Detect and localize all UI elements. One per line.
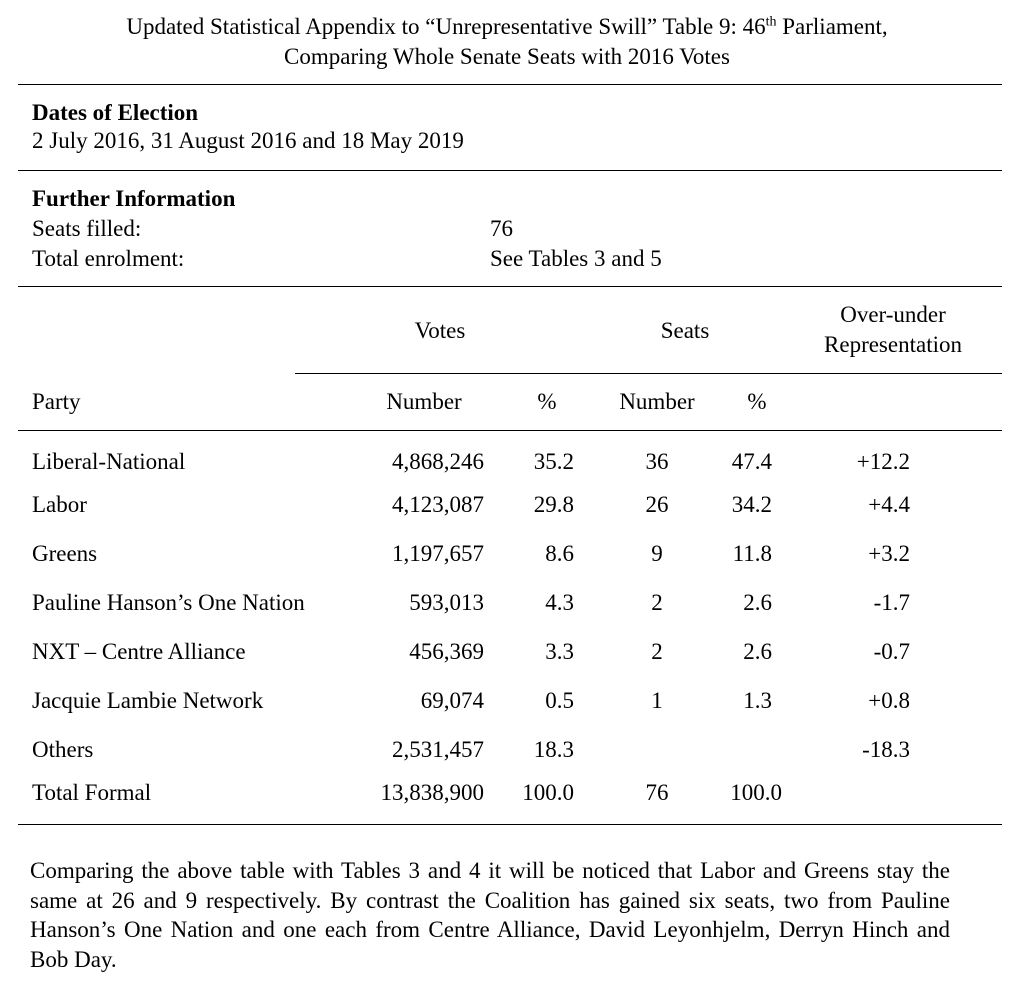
seats-filled-label: Seats filled: bbox=[32, 216, 142, 241]
total-votes: 13,838,900 bbox=[380, 780, 484, 805]
further-info-heading: Further Information bbox=[32, 186, 236, 211]
seats-filled-value: 76 bbox=[490, 216, 513, 241]
seats-percent: 2.6 bbox=[743, 639, 772, 664]
votes-number-header: Number bbox=[386, 389, 462, 414]
divider bbox=[18, 286, 1002, 287]
over-under-value: +12.2 bbox=[856, 449, 910, 474]
votes-percent: 4.3 bbox=[545, 590, 574, 615]
votes-percent-header: % bbox=[537, 389, 557, 414]
over-under-value: +3.2 bbox=[868, 541, 910, 566]
seats-number: 26 bbox=[645, 492, 669, 517]
seats-percent: 2.6 bbox=[743, 590, 772, 615]
divider bbox=[18, 824, 1002, 825]
party-name: Jacquie Lambie Network bbox=[32, 688, 264, 713]
total-seats-percent: 100.0 bbox=[730, 780, 782, 805]
divider bbox=[18, 84, 1002, 85]
votes-number: 456,369 bbox=[409, 639, 484, 664]
over-under-value: -18.3 bbox=[862, 737, 910, 762]
seats-percent: 47.4 bbox=[731, 449, 772, 474]
total-enrolment-label: Total enrolment: bbox=[32, 246, 185, 271]
party-name: Greens bbox=[32, 541, 98, 566]
party-name: Others bbox=[32, 737, 94, 762]
votes-number: 1,197,657 bbox=[392, 541, 484, 566]
header-divider bbox=[295, 373, 1002, 374]
party-name: Liberal-National bbox=[32, 449, 186, 474]
page-title-line-2: Comparing Whole Senate Seats with 2016 Votes bbox=[284, 44, 730, 69]
votes-percent: 29.8 bbox=[533, 492, 574, 517]
party-name: Pauline Hanson’s One Nation bbox=[32, 590, 305, 615]
votes-percent: 8.6 bbox=[545, 541, 574, 566]
seats-number-header: Number bbox=[619, 389, 695, 414]
dates-heading: Dates of Election bbox=[32, 100, 199, 125]
over-under-value: +4.4 bbox=[868, 492, 910, 517]
votes-number: 69,074 bbox=[420, 688, 484, 713]
total-seats: 76 bbox=[645, 780, 669, 805]
seats-group-header: Seats bbox=[660, 318, 710, 343]
over-under-value: -0.7 bbox=[873, 639, 910, 664]
votes-number: 4,868,246 bbox=[392, 449, 484, 474]
title-superscript: th bbox=[765, 14, 777, 30]
votes-percent: 18.3 bbox=[533, 737, 574, 762]
votes-percent: 0.5 bbox=[545, 688, 574, 713]
votes-number: 4,123,087 bbox=[392, 492, 484, 517]
party-name: NXT – Centre Alliance bbox=[32, 639, 246, 664]
seats-number: 1 bbox=[651, 688, 663, 713]
over-under-header-line-1: Over-under bbox=[840, 302, 946, 327]
total-enrolment-value: See Tables 3 and 5 bbox=[490, 246, 662, 271]
title-suffix: Parliament, bbox=[776, 14, 888, 39]
votes-number: 2,531,457 bbox=[392, 737, 484, 762]
title-main: Updated Statistical Appendix to “Unrepresentative Swill” Table 9: 46 bbox=[126, 14, 766, 39]
seats-number: 2 bbox=[651, 590, 663, 615]
over-under-value: -1.7 bbox=[873, 590, 910, 615]
seats-number: 9 bbox=[651, 541, 663, 566]
votes-number: 593,013 bbox=[409, 590, 484, 615]
commentary-paragraph: Comparing the above table with Tables 3 and 4 it will be noticed that Labor and Greens stay the same at 26 and 9 respectively. By contrast the Coalition has gained six seats, two from Pauline Hanson’s One Nation and one each from Centre Alliance, David Leyonhjelm, Derryn Hinch and Bob Day. bbox=[30, 858, 950, 972]
seats-number: 36 bbox=[645, 449, 669, 474]
divider bbox=[18, 170, 1002, 171]
dates-text: 2 July 2016, 31 August 2016 and 18 May 2019 bbox=[32, 128, 464, 153]
total-label: Total Formal bbox=[32, 780, 152, 805]
over-under-value: +0.8 bbox=[868, 688, 910, 713]
page-title-line-1 bbox=[0, 12, 1014, 41]
seats-percent: 34.2 bbox=[731, 492, 772, 517]
seats-percent: 1.3 bbox=[743, 688, 772, 713]
seats-percent-header: % bbox=[747, 389, 767, 414]
party-column-header: Party bbox=[32, 389, 81, 414]
votes-percent: 3.3 bbox=[545, 639, 574, 664]
votes-group-header: Votes bbox=[414, 318, 466, 343]
over-under-header-line-2: Representation bbox=[824, 332, 962, 357]
votes-percent: 35.2 bbox=[533, 449, 574, 474]
divider bbox=[18, 430, 1002, 431]
party-name: Labor bbox=[32, 492, 87, 517]
total-votes-percent: 100.0 bbox=[522, 780, 574, 805]
seats-percent: 11.8 bbox=[732, 541, 772, 566]
seats-number: 2 bbox=[651, 639, 663, 664]
